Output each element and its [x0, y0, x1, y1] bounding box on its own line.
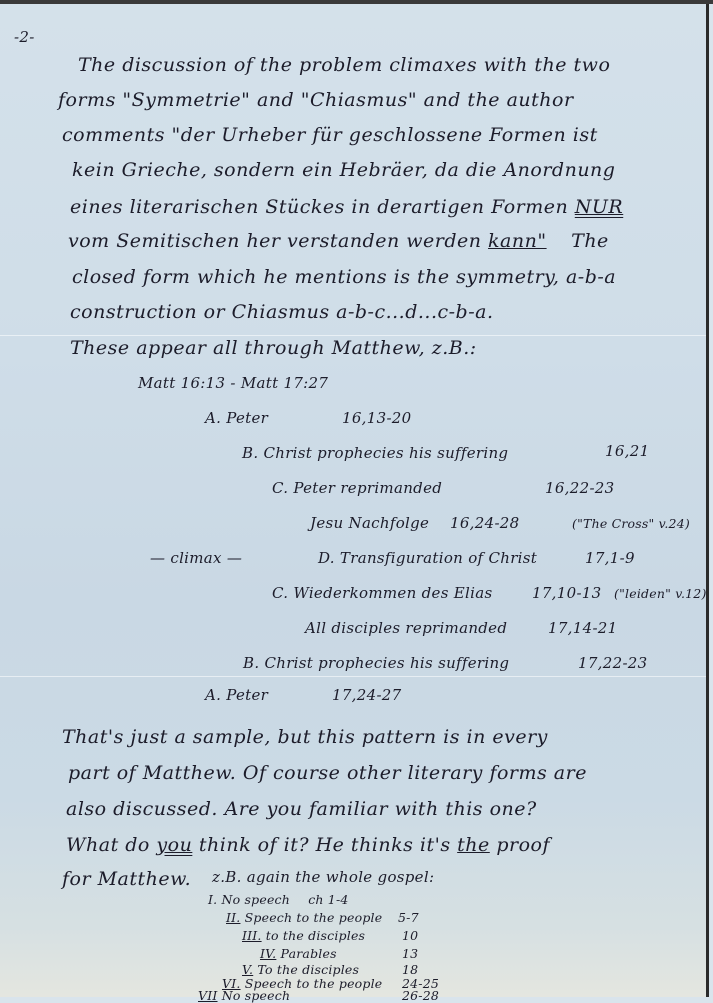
outline-ref: 16,21 — [605, 442, 650, 460]
text-line: part of Matthew. Of course other literary forms are — [68, 762, 587, 784]
outline-item: C. Wiederkommen des Elias — [272, 584, 493, 602]
gospel-ref: 24-25 — [402, 976, 440, 991]
text-line: kein Grieche, sondern ein Hebräer, da die Anordnung — [72, 159, 616, 181]
gospel-item — [226, 910, 382, 925]
climax-marker: — climax — — [150, 549, 243, 567]
page-number: -2- — [14, 28, 35, 46]
outline-ref: 16,13-20 — [342, 409, 412, 427]
roman-numeral: IV. — [260, 946, 277, 961]
roman-numeral: V. — [242, 962, 254, 977]
emphasis-kann: kann" — [488, 230, 547, 252]
outline-ref: 17,1-9 — [585, 549, 635, 567]
gospel-label: No speech — [221, 988, 291, 1003]
roman-numeral: VII — [198, 988, 218, 1003]
outline-item: B. Christ prophecies his suffering — [242, 444, 509, 462]
outline-ref: 16,24-28 — [450, 514, 520, 532]
text-span: vom Semitischen her verstanden werden — [68, 230, 482, 252]
outline-item: B. Christ prophecies his suffering — [243, 654, 510, 672]
gospel-label: to the disciples — [265, 928, 366, 943]
outline-item — [205, 409, 268, 427]
outline-item: D. Transfiguration of Christ — [318, 549, 538, 567]
fold-line — [0, 676, 706, 677]
gospel-label: No speech — [221, 892, 290, 907]
text-line — [66, 834, 550, 856]
text-line: These appear all through Matthew, z.B.: — [70, 337, 477, 359]
outline-note: ("leiden" v.12) — [614, 586, 707, 601]
outline-label: A. Peter — [205, 409, 269, 427]
gospel-label: Parables — [280, 946, 337, 961]
outline-item: A. Peter — [205, 686, 269, 704]
roman-numeral: I. — [208, 892, 218, 907]
text-line — [70, 196, 623, 218]
text-line: closed form which he mentions is the symmetry, a-b-a — [72, 266, 617, 288]
gospel-label: To the disciples — [257, 962, 360, 977]
outline-ref: 17,10-13 — [532, 584, 602, 602]
gospel-item — [198, 988, 290, 1003]
gospel-ref: 13 — [402, 946, 419, 961]
text-line — [68, 230, 609, 252]
outline-heading: Matt 16:13 - Matt 17:27 — [138, 374, 329, 392]
text-line: comments "der Urheber für geschlossene Formen ist — [62, 124, 598, 146]
roman-numeral: III. — [242, 928, 262, 943]
outline-ref: 17,14-21 — [548, 619, 618, 637]
gospel-ref: ch 1-4 — [308, 892, 349, 907]
emphasis-nur: NUR — [574, 196, 624, 218]
outline-ref: 17,24-27 — [332, 686, 402, 704]
text-line: construction or Chiasmus a-b-c...d...c-b-a. — [70, 301, 494, 323]
gospel-ref: 18 — [402, 962, 419, 977]
text-line: That's just a sample, but this pattern is in every — [62, 726, 548, 748]
outline-ref: 17,22-23 — [578, 654, 648, 672]
roman-numeral: VI. — [222, 976, 241, 991]
gospel-ref: 10 — [402, 928, 419, 943]
gospel-label: Speech to the people — [244, 976, 383, 991]
gospel-item — [242, 962, 359, 977]
outline-ref: 16,22-23 — [545, 479, 615, 497]
text-line: forms "Symmetrie" and "Chiasmus" and the author — [58, 89, 574, 111]
gospel-ref: 26-28 — [402, 988, 440, 1003]
gospel-label: Speech to the people — [244, 910, 383, 925]
outline-note: ("The Cross" v.24) — [572, 516, 690, 531]
gospel-item — [260, 946, 337, 961]
emphasis-you: you — [156, 834, 193, 856]
text-span: The — [571, 230, 609, 252]
text-line: for Matthew. — [62, 868, 192, 890]
fold-line — [0, 335, 706, 336]
text-span: eines literarischen Stückes in derartigen Formen — [70, 196, 569, 218]
text-span: think of it? He thinks it's — [198, 834, 451, 856]
outline-item: C. Peter reprimanded — [272, 479, 443, 497]
roman-numeral: II. — [226, 910, 241, 925]
gospel-ref: 5-7 — [398, 910, 419, 925]
text-line: z.B. again the whole gospel: — [212, 868, 435, 886]
text-line: also discussed. Are you familiar with this one? — [66, 798, 537, 820]
letter-page — [0, 4, 709, 1003]
gospel-item — [242, 928, 365, 943]
text-span: What do — [66, 834, 150, 856]
gospel-item — [208, 892, 349, 907]
text-line: The discussion of the problem climaxes with the two — [78, 54, 611, 76]
outline-item: Jesu Nachfolge — [310, 514, 430, 532]
emphasis-the: the — [457, 834, 490, 856]
text-span: proof — [496, 834, 550, 856]
outline-item: All disciples reprimanded — [305, 619, 508, 637]
